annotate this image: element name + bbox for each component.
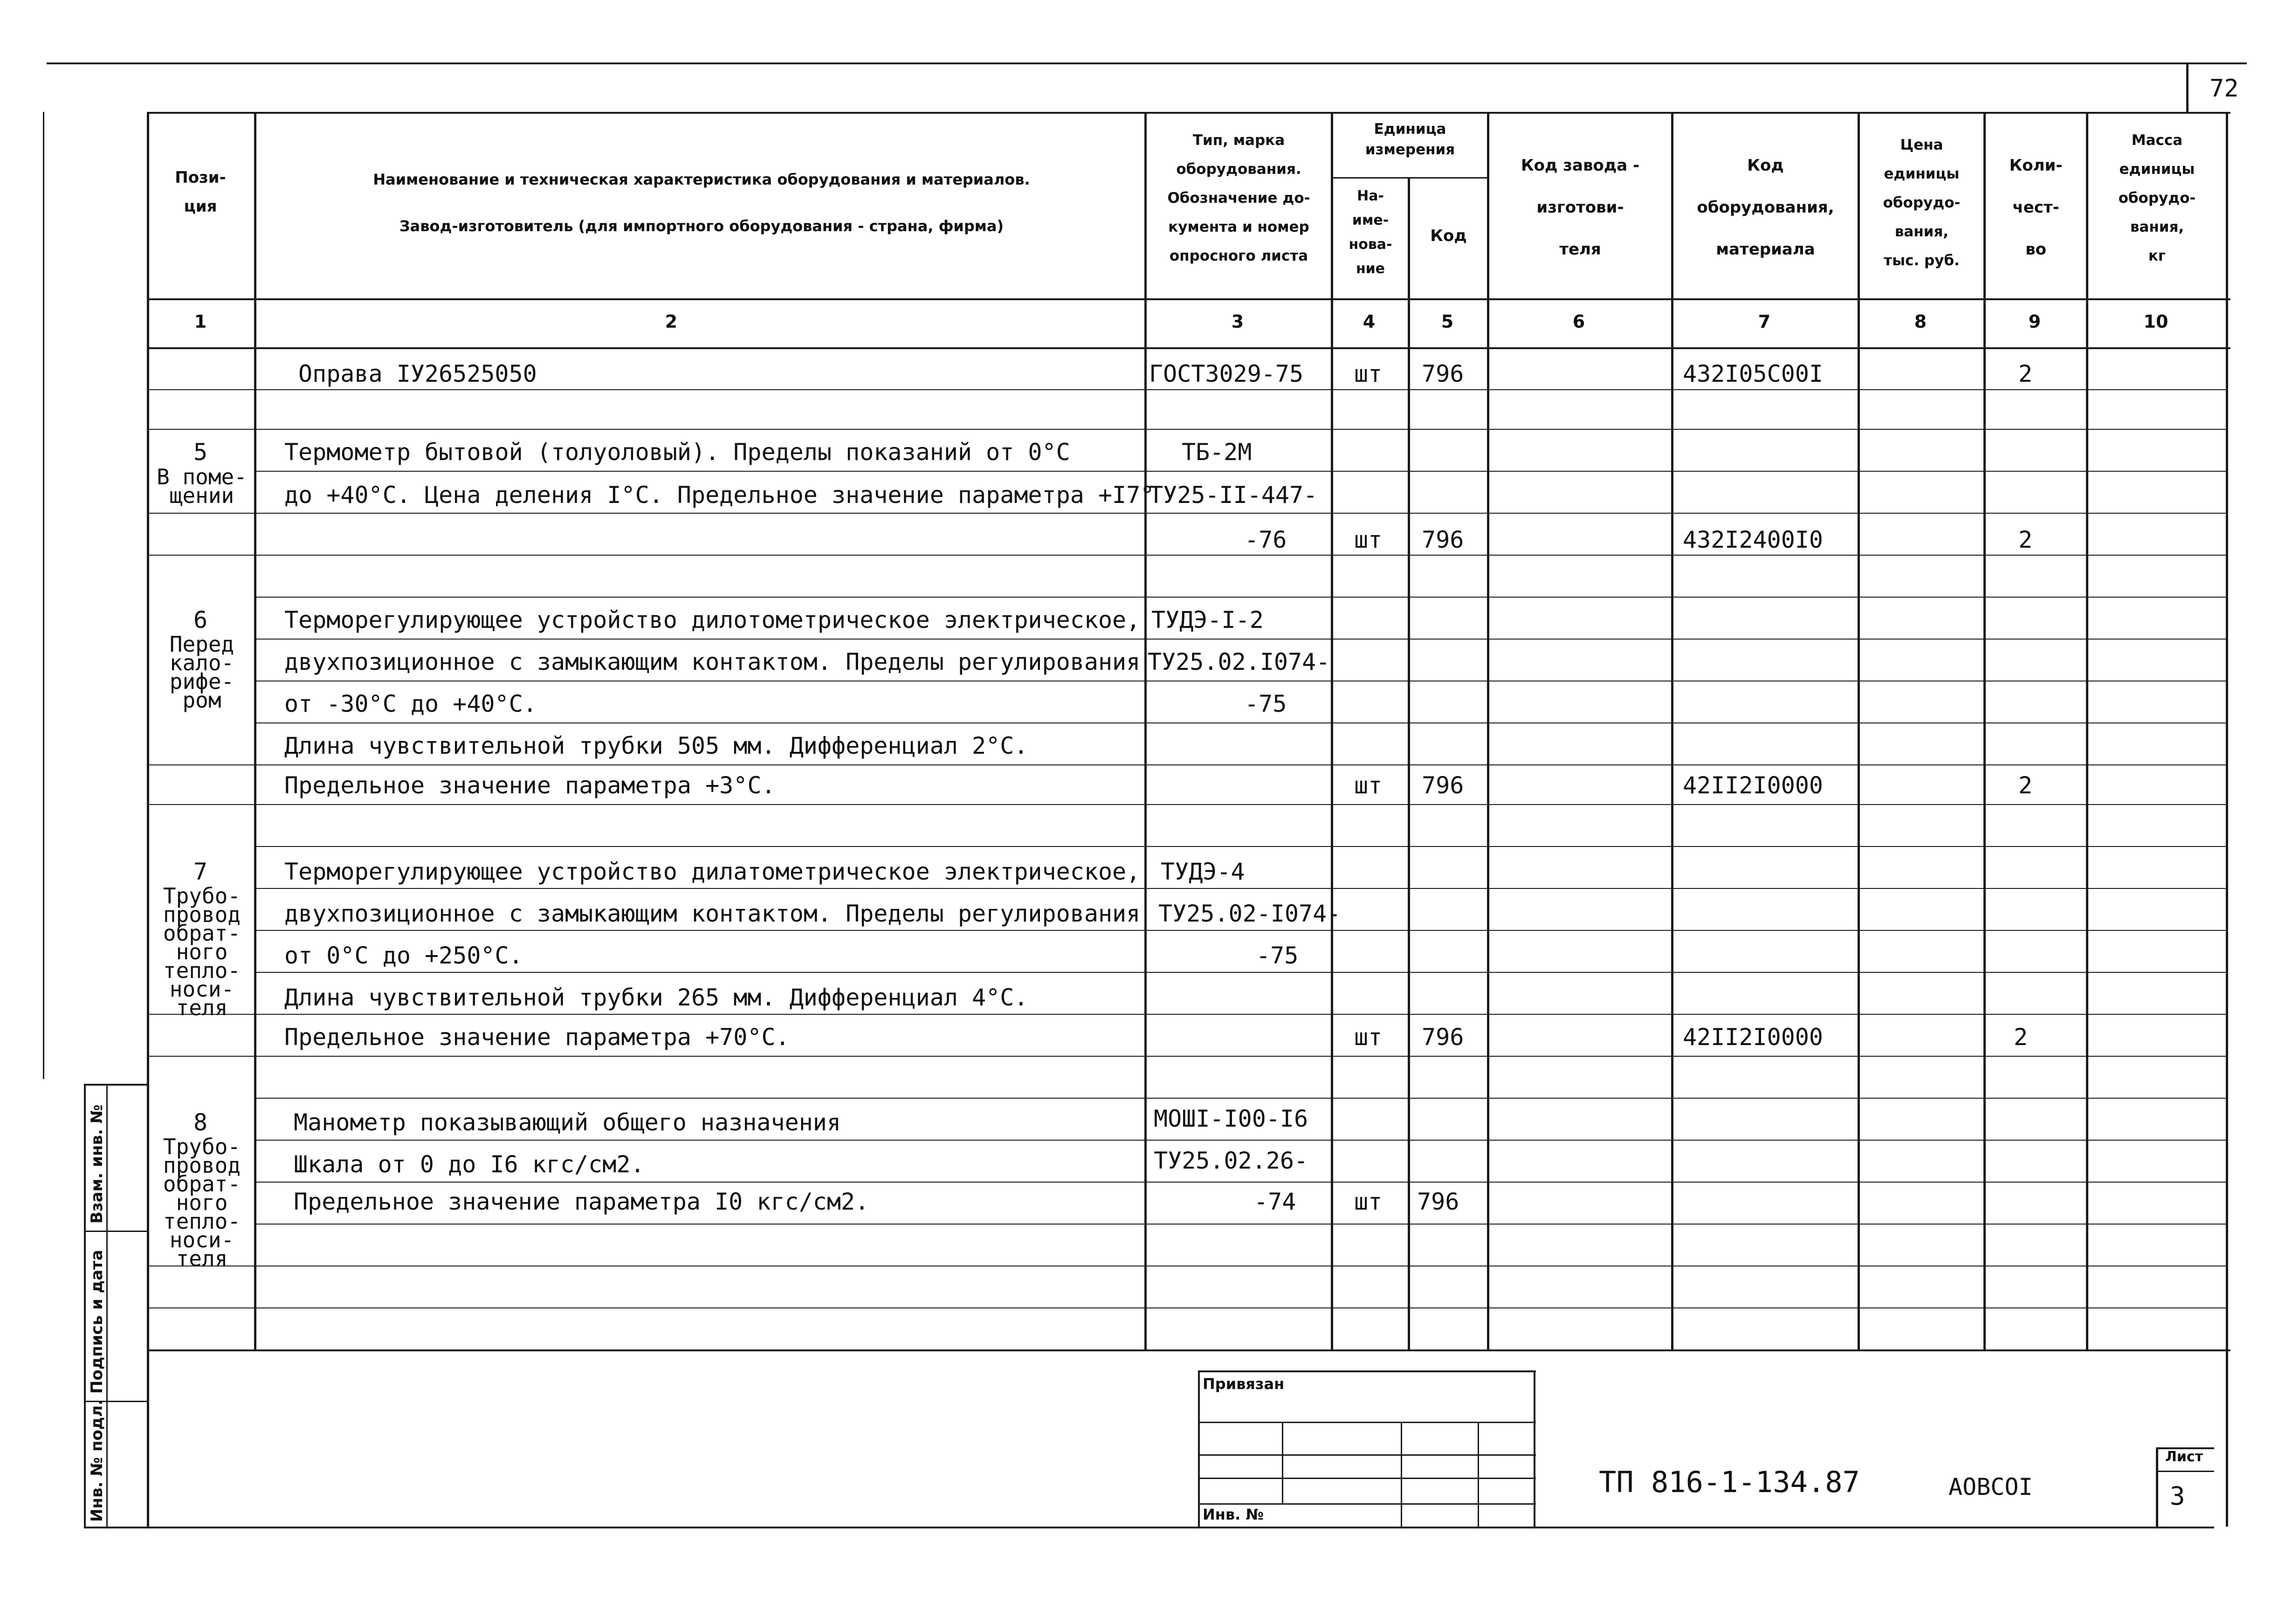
col-line-3: [1331, 112, 1333, 1349]
col-line-8: [1983, 112, 1986, 1349]
row-line: [254, 597, 2226, 598]
sheet-box-left: [2156, 1447, 2158, 1527]
item-name: Термометр бытовой (толуоловый). Пределы показаний от 0°С: [284, 439, 1070, 466]
item-type: ТУ25.02.I074-: [1148, 648, 1330, 675]
column-number: 10: [2143, 311, 2168, 332]
column-number: 6: [1572, 311, 1585, 332]
item-unit-code: 796: [1417, 1188, 1459, 1215]
header-equip-code: Код оборудования, материала: [1697, 156, 1834, 259]
column-number: 5: [1441, 311, 1454, 332]
stamp-top: [84, 1084, 147, 1086]
row-line: [147, 1056, 2226, 1057]
row-line: [254, 846, 2226, 847]
item-equip-code: 432I05C00I: [1683, 360, 1824, 387]
col-line-10: [2226, 112, 2228, 1527]
item-type: МОШI-I00-I6: [1154, 1105, 1308, 1132]
bound-label: Привязан: [1203, 1375, 1285, 1393]
header-unit-code: Код: [1430, 227, 1467, 245]
item-unit-code: 796: [1422, 1024, 1464, 1051]
location-note: Трубо- провод обрат- ного тепло- носи- теля: [163, 1134, 241, 1271]
frame-bottom: [84, 1527, 2214, 1528]
column-number: 2: [665, 311, 678, 332]
column-number: 3: [1231, 311, 1244, 332]
column-number: 1: [194, 311, 207, 332]
row-line: [147, 1307, 2226, 1308]
item-unit-code: 796: [1422, 526, 1464, 553]
row-line: [147, 389, 2226, 390]
stamp-outer-left: [84, 1084, 86, 1527]
item-quantity: 2: [2018, 772, 2033, 799]
page-number-box-left: [2186, 62, 2189, 114]
header-bottom: [147, 298, 2230, 300]
item-name: Предельное значение параметра I0 кгс/см2.: [294, 1188, 869, 1215]
bound-box-line: [1198, 1454, 1536, 1456]
item-name: Терморегулирующее устройство дилотометрическое электрическое,: [284, 606, 1141, 633]
location-note: Трубо- провод обрат- ного тепло- носи- теля: [163, 883, 241, 1020]
row-line: [147, 513, 2226, 514]
page-number: 72: [2209, 75, 2239, 103]
item-type: ТУДЭ-4: [1161, 858, 1245, 885]
stamp-divider: [106, 1084, 108, 1527]
col-line-0: [147, 112, 149, 1527]
row-line: [254, 1224, 2226, 1225]
header-position: Пози- ция: [175, 168, 226, 216]
col-line-7: [1858, 112, 1860, 1349]
item-name: от 0°С до +250°С.: [284, 942, 523, 969]
item-type: ТБ-2М: [1182, 439, 1252, 466]
item-type: ТУ25-II-447-: [1149, 482, 1318, 509]
header-mass: Масса единицы оборудо- вания, кг: [2118, 132, 2196, 264]
row-line: [254, 1098, 2226, 1099]
row-line: [254, 972, 2226, 973]
row-line: [254, 1182, 2226, 1183]
item-equip-code: 42II2I0000: [1683, 772, 1824, 799]
colnum-bottom: [147, 347, 2230, 349]
item-equip-code: 432I2400I0: [1683, 526, 1824, 553]
left-margin-line: [43, 112, 44, 1079]
item-name: двухпозиционное с замыкающим контактом. Пределы регулирования: [284, 648, 1141, 675]
item-unit: шт: [1354, 526, 1383, 553]
column-number: 9: [2028, 311, 2041, 332]
stamp-label: Инв. № подл.: [88, 1399, 106, 1522]
location-note: Перед кало- рифе- ром: [169, 632, 234, 713]
table-bottom: [147, 1349, 2230, 1351]
col-line-5: [1487, 112, 1489, 1349]
table-top: [147, 112, 2230, 114]
item-name: Предельное значение параметра +70°С.: [284, 1024, 790, 1051]
item-name: Оправа IУ26525050: [298, 360, 537, 387]
item-name: до +40°С. Цена деления I°С. Предельное значение параметра +I7°: [284, 482, 1155, 509]
stamp-label: Подпись и дата: [88, 1250, 106, 1394]
bound-box-col: [1282, 1422, 1283, 1503]
header-price: Цена единицы оборудо- вания, тыс. руб.: [1883, 137, 1961, 269]
bound-box-line: [1198, 1478, 1536, 1479]
sheet-label: Лист: [2165, 1449, 2203, 1465]
row-line: [254, 1140, 2226, 1141]
item-name: Манометр показывающий общего назначения: [294, 1109, 841, 1136]
item-type: ТУ25.02.26-: [1154, 1147, 1308, 1174]
row-line: [254, 930, 2226, 931]
column-number: 7: [1758, 311, 1771, 332]
location-note: В поме- щении: [157, 464, 247, 508]
bound-box-col: [1478, 1422, 1479, 1527]
row-line: [254, 471, 2226, 472]
col-line-4: [1408, 177, 1410, 1349]
doc-code: ТП 816-1-134.87: [1599, 1465, 1860, 1499]
header-quantity: Коли- чест- во: [2009, 156, 2063, 259]
inv-label: Инв. №: [1203, 1506, 1264, 1523]
header-unit-name: На- име- нова- ние: [1349, 188, 1392, 277]
item-unit: шт: [1354, 1024, 1383, 1051]
row-line: [147, 1014, 2226, 1015]
row-line: [147, 764, 2226, 765]
item-name: от -30°С до +40°С.: [284, 690, 537, 717]
header-unit-group: Единица измерения: [1365, 121, 1455, 158]
column-number: 8: [1914, 311, 1927, 332]
bound-box-line: [1198, 1503, 1536, 1505]
item-type: -75: [1245, 690, 1287, 717]
item-name: Предельное значение параметра +3°С.: [284, 772, 776, 799]
item-name: Шкала от 0 до I6 кгс/см2.: [294, 1151, 645, 1178]
col-line-6: [1671, 112, 1673, 1349]
row-line: [147, 429, 2226, 430]
doc-mark: АОВСОI: [1948, 1473, 2033, 1500]
item-type: -74: [1254, 1188, 1296, 1215]
bound-box-top: [1198, 1370, 1536, 1372]
item-name: Терморегулирующее устройство дилатометрическое электрическое,: [284, 858, 1141, 885]
stamp-label: Взам. инв. №: [88, 1104, 106, 1224]
stamp-sep: [84, 1231, 147, 1232]
header-type: Тип, марка оборудования. Обозначение до- кумента и номер опросного листа: [1167, 132, 1310, 264]
row-line: [254, 888, 2226, 889]
item-quantity: 2: [2018, 526, 2033, 553]
col-line-9: [2086, 112, 2088, 1349]
col-line-2: [1144, 112, 1147, 1349]
item-quantity: 2: [2014, 1024, 2028, 1051]
header-name: Наименование и техническая характеристика оборудования и материалов. Завод-изготовитель (для импортного оборудования - страна, фирма): [373, 171, 1030, 235]
sheet-box-mid: [2156, 1471, 2214, 1472]
item-type: -75: [1256, 942, 1299, 969]
item-name: Длина чувствительной трубки 505 мм. Дифференциал 2°С.: [284, 732, 1028, 759]
bound-box-line: [1198, 1422, 1536, 1423]
item-type: ГОСТ3029-75: [1149, 360, 1304, 387]
row-line: [147, 555, 2226, 556]
row-line: [147, 804, 2226, 805]
item-unit-code: 796: [1422, 360, 1464, 387]
item-unit: шт: [1354, 772, 1383, 799]
item-equip-code: 42II2I0000: [1683, 1024, 1824, 1051]
item-type: -76: [1245, 526, 1287, 553]
item-type: ТУДЭ-I-2: [1151, 606, 1264, 633]
item-type: ТУ25.02-I074-: [1158, 900, 1341, 927]
item-unit-code: 796: [1422, 772, 1464, 799]
item-position: 8: [193, 1109, 208, 1136]
sheet-number: 3: [2170, 1481, 2185, 1511]
item-quantity: 2: [2018, 360, 2033, 387]
top-rule: [47, 62, 2247, 64]
item-position: 5: [193, 439, 208, 466]
item-unit: шт: [1354, 360, 1383, 387]
bound-box-col: [1401, 1422, 1402, 1527]
item-name: Длина чувствительной трубки 265 мм. Дифференциал 4°С.: [284, 984, 1028, 1011]
header-factory-code: Код завода - изготови- теля: [1521, 156, 1640, 259]
item-name: двухпозиционное с замыкающим контактом. Пределы регулирования: [284, 900, 1141, 927]
item-unit: шт: [1354, 1188, 1383, 1215]
item-position: 7: [193, 858, 208, 885]
row-line: [254, 639, 2226, 640]
unit-sub-divider: [1333, 177, 1487, 179]
item-position: 6: [193, 606, 208, 633]
column-number: 4: [1363, 311, 1376, 332]
